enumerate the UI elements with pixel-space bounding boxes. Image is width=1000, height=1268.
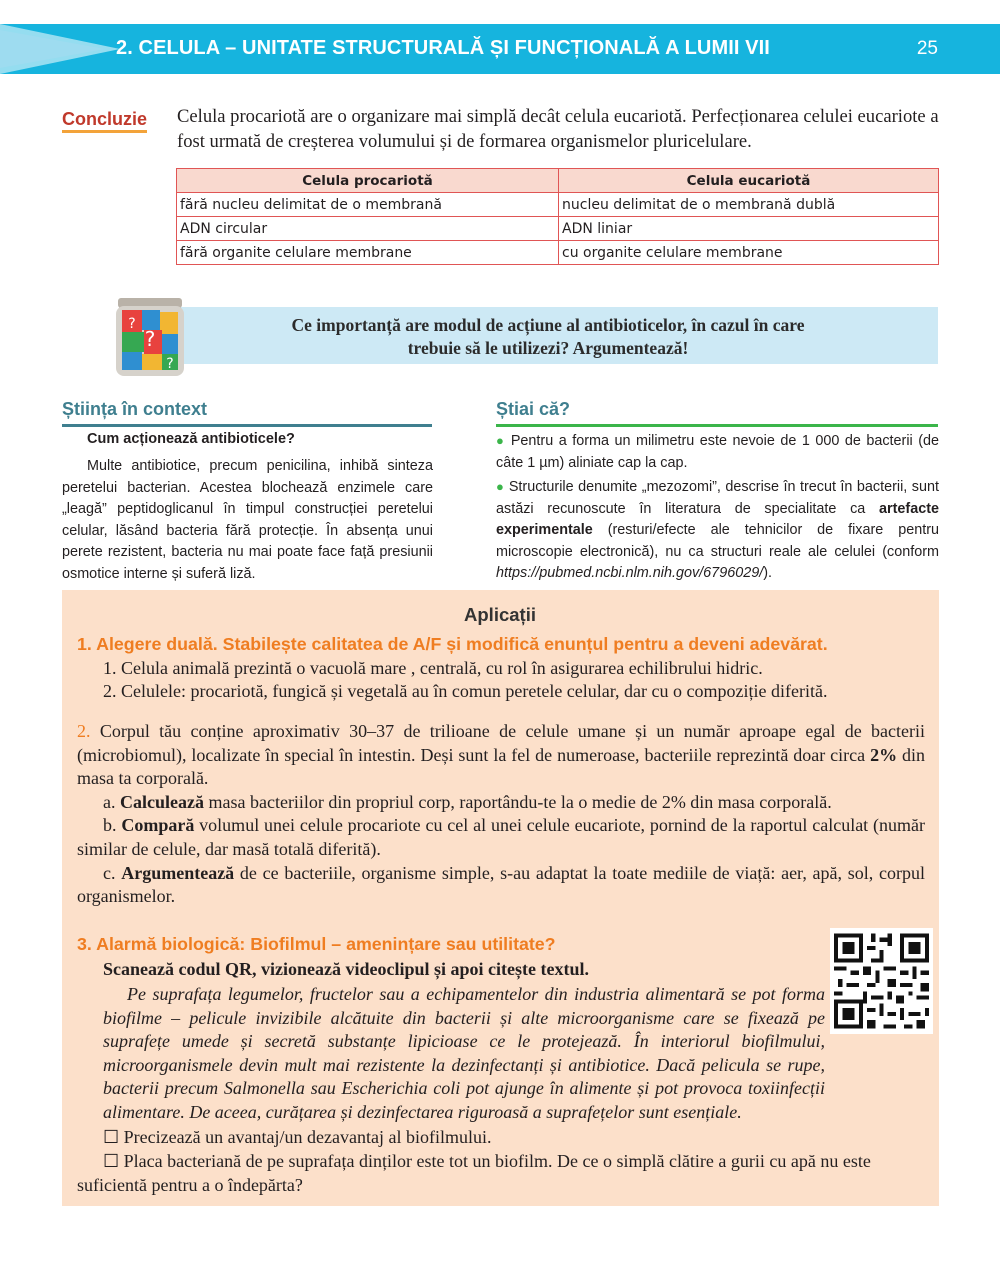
checkbox-icon[interactable]: ☐ xyxy=(103,1151,120,1171)
list-item xyxy=(496,430,939,474)
table-row xyxy=(177,217,939,241)
exercise-item xyxy=(77,814,925,861)
source-link[interactable]: https://pubmed.ncbi.nlm.nih.gov/6796029/ xyxy=(496,565,764,581)
exercise-1 xyxy=(77,633,925,704)
did-you-know-title: Știai că? xyxy=(496,399,571,419)
bullet-dot-icon: ● xyxy=(496,479,505,494)
exercise-task xyxy=(103,1126,925,1150)
item-text: de ce bacteriile, organisme simple, s-au adaptat la toate mediile de viață: aer, apă, sol, corpul organismelor. xyxy=(77,862,925,907)
science-context-subtitle: Cum acționează antibioticele? xyxy=(87,431,295,447)
conclusion-label: Concluzie xyxy=(62,108,147,133)
task-text: Placa bacteriană de pe suprafața dinților este tot un biofilm. De ce o simplă clătire a gurii cu apă nu este suficientă pentru a o îndepărta? xyxy=(77,1151,871,1195)
divider xyxy=(62,424,432,427)
conclusion-text: Celula procariotă are o organizare mai simplă decât celula eucariotă. Perfecționarea celulei eucariote a fost urmată de creșterea volumului și de formarea organismelor pluricelulare. xyxy=(177,106,939,152)
page-number: 25 xyxy=(916,38,938,59)
question-line: Ce importanță are modul de acțiune al antibioticelor, în cazul în care xyxy=(291,315,805,335)
table-cell: ADN circular xyxy=(177,217,559,241)
exercise-item xyxy=(77,791,925,815)
list-item xyxy=(496,476,939,585)
table-cell: fără nucleu delimitat de o membrană xyxy=(177,193,559,217)
table-row xyxy=(177,193,939,217)
item-label: b. xyxy=(103,815,122,836)
task-text: Precizează un avantaj/un dezavantaj al biofilmului. xyxy=(123,1127,492,1147)
question-jar-icon xyxy=(112,296,188,378)
chapter-title: 2. CELULA – UNITATE STRUCTURALĂ ȘI FUNCȚIONALĂ A LUMII VII xyxy=(116,37,770,59)
table-cell: cu organite celulare membrane xyxy=(559,241,939,265)
table-cell: ADN liniar xyxy=(559,217,939,241)
item-text: volumul unei celule procariote cu cel al unei celule eucariote, pornind de la raportul calculat (număr similar de celule, dar masă totală diferită). xyxy=(77,815,925,859)
exercise-number: 2. xyxy=(77,721,91,741)
biofilm-passage: Pe suprafața legumelor, fructelor sau a echipamentelor din industria alimentară se pot forma biofilme – pelicule invizibile alcătuite din bacterii și alte microorganisme care se fixează pe suprafețe umede și secretă substanțe lipicioase ce le protejează. În interiorul biofilmului, microorganismele devin mult mai rezistente la dezinfectanți și antibiotice. Dacă pelicula se rupe, bacterii precum Salmonella sau Escherichia coli pot ajunge în alimente și pot provoca toxiinfecții alimentare. De aceea, curățarea și dezinfectarea riguroasă a suprafețelor sunt esențiale. xyxy=(103,984,825,1122)
item-text: masa bacteriilor din propriul corp, raportându-te la o medie de 2% din masa corporală. xyxy=(203,791,832,812)
science-context-body: Multe antibiotice, precum penicilina, inhibă sinteza peretelui bacterian. Acestea blochează enzimele care „leagă” peptidoglicanul în timpul construcției peretelui celular, lăsând bacteria fără protecție. În absența unui perete rezistent, bacteria nu mai poate face față presiunii osmotice interne și suferă liză. xyxy=(62,458,433,582)
exercise-text: Corpul tău conține aproximativ 30–37 de trilioane de celule umane și un număr aproape egal de bacterii (microbiomul), localizate în special în intestin. Deși sunt la fel de numeroase, bacteriile reprezintă doar circa xyxy=(77,721,925,765)
item-verb: Argumentează xyxy=(121,862,235,883)
exercise-item: 1. Celula animală prezintă o vacuolă mare , centrală, cu rol în asigurarea echilibrului hidric. xyxy=(103,657,763,678)
exercise-item: 2. Celulele: procariotă, fungică și vegetală au în comun peretele celular, dar cu o compoziție diferită. xyxy=(103,681,828,702)
svg-text:?: ? xyxy=(166,356,174,372)
exercise-intro xyxy=(77,720,925,791)
exercise-heading: 1. Alegere duală. Stabilește calitatea de A/F și modifică enunțul pentru a deveni adevărat. xyxy=(77,634,828,654)
header-arrow-icon xyxy=(0,24,120,74)
fact-text: Pentru a forma un milimetru este nevoie de 1 000 de bacterii (de câte 1 µm) aliniate cap la cap. xyxy=(496,433,939,471)
table-row xyxy=(177,241,939,265)
divider xyxy=(496,424,938,427)
qr-code-icon[interactable] xyxy=(830,928,933,1034)
table-cell: fără organite celulare membrane xyxy=(177,241,559,265)
bullet-dot-icon: ● xyxy=(496,433,506,448)
svg-text:?: ? xyxy=(144,327,156,351)
exercise-3-heading xyxy=(77,933,827,957)
item-label: a. xyxy=(103,791,120,812)
table-header-row xyxy=(177,169,939,193)
table-header-cell: Celula eucariotă xyxy=(559,169,939,193)
comparison-table xyxy=(176,168,939,265)
exercise-bold-text: 2% xyxy=(870,744,898,765)
fact-bold-text: artefacte experimentale xyxy=(496,500,939,538)
exercise-text: din masa ta corporală. xyxy=(77,744,925,789)
table-cell: nucleu delimitat de o membrană dublă xyxy=(559,193,939,217)
table-header-cell: Celula procariotă xyxy=(177,169,559,193)
science-context-title: Știința în context xyxy=(62,399,208,419)
item-verb: Compară xyxy=(121,815,195,836)
fact-text: ). xyxy=(763,565,773,581)
fact-text: (resturi/efecte ale tehnicilor de fixare pentru microscopie electronică), nu ca structuri reale ale celulei (conform xyxy=(496,522,939,560)
svg-text:?: ? xyxy=(128,316,136,332)
question-line: trebuie să le utilizezi? Argumentează! xyxy=(407,338,689,358)
did-you-know-body xyxy=(496,430,939,587)
exercise-heading: 3. Alarmă biologică: Biofilmul – amenințare sau utilitate? xyxy=(77,934,556,954)
checkbox-icon[interactable]: ☐ xyxy=(103,1127,120,1147)
fact-text: Structurile denumite „mezozomi”, descrise în trecut în bacterii, sunt astăzi recunoscute în literatura de specialitate ca xyxy=(496,479,939,517)
exercise-item xyxy=(77,862,925,909)
exercise-task xyxy=(77,1150,925,1197)
exercise-instruction: Scanează codul QR, vizionează videoclipul și apoi citește textul. xyxy=(103,959,589,979)
question-text xyxy=(180,314,916,360)
exercise-2 xyxy=(77,720,925,909)
item-verb: Calculează xyxy=(120,791,204,812)
applications-title: Aplicații xyxy=(464,604,536,625)
item-label: c. xyxy=(103,862,122,883)
